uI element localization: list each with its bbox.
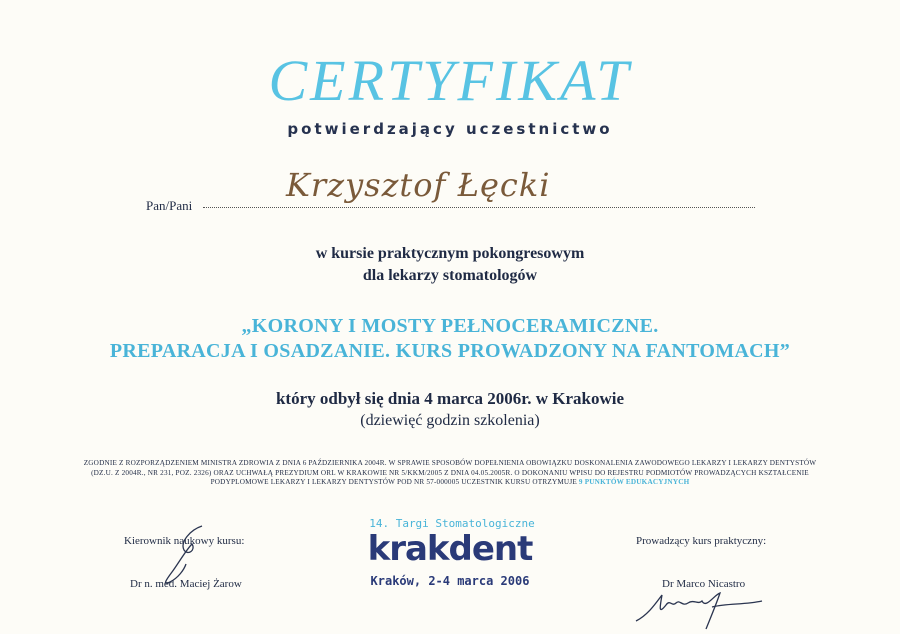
course-intro-line: dla lekarzy stomatologów bbox=[362, 267, 538, 284]
certificate-subtitle: potwierdzający uczestnictwo bbox=[287, 120, 613, 138]
name-dotted-line bbox=[203, 207, 755, 208]
event-name: 14. Targi Stomatologiczne bbox=[369, 517, 535, 530]
legal-text: ZGODNIE Z ROZPORZĄDZENIEM MINISTRA ZDROWIA Z DNIA 6 PAŹDZIERNIKA 2004R. W SPRAWIE SPOSOBÓW DOPEŁNIENIA OBOWIĄZKU DOSKONALENIA ZAWODOWEGO LEKARZY I LEKARZY DENTYSTÓW (DZ.U. Z 2004R., NR 231, POZ. 2326) ORAZ UCHWAŁĄ PREZYDIUM ORL W KRAKOWIE NR 5/KKM/2005 Z DNIA 04.05.2005R. O DOKONANIU WPISU DO REJESTRU PODMIOTÓW PROWADZĄCYCH KSZTAŁCENIE PODYPLOMOWE LEKARZY I LEKARZY DENTYSTÓW POD NR 57-000005 UCZESTNIK KURSU OTRZYMUJE bbox=[83, 459, 817, 486]
course-date: który odbył się dnia 4 marca 2006r. w Krakowie bbox=[275, 389, 625, 408]
right-signatory-name: Dr Marco Nicastro bbox=[662, 578, 746, 590]
participant-name: Krzysztof Łęcki bbox=[286, 166, 551, 204]
event-place-date: Kraków, 2-4 marca 2006 bbox=[370, 574, 530, 588]
krakdent-logo: krakdent bbox=[367, 529, 533, 569]
right-signature-icon bbox=[632, 585, 772, 631]
course-title bbox=[0, 314, 900, 364]
course-intro-line: w kursie praktycznym pokongresowym bbox=[315, 245, 585, 262]
name-label: Pan/Pani bbox=[146, 198, 193, 213]
education-points: 9 PUNKTÓW EDUKACYJNYCH bbox=[578, 478, 690, 486]
right-signatory-role: Prowadzący kurs praktyczny: bbox=[636, 535, 767, 547]
course-title-line: PREPARACJA I OSADZANIE. KURS PROWADZONY NA FANTOMACH” bbox=[109, 340, 791, 362]
course-intro bbox=[0, 243, 900, 287]
certificate-title: CERTYFIKAT bbox=[268, 48, 632, 113]
left-signatory-role: Kierownik naukowy kursu: bbox=[124, 535, 245, 547]
course-title-line: „KORONY I MOSTY PEŁNOCERAMICZNE. bbox=[241, 315, 659, 337]
left-signatory-name: Dr n. med. Maciej Żarow bbox=[130, 578, 242, 590]
course-hours: (dziewięć godzin szkolenia) bbox=[360, 412, 540, 429]
legal-notice bbox=[80, 459, 820, 488]
